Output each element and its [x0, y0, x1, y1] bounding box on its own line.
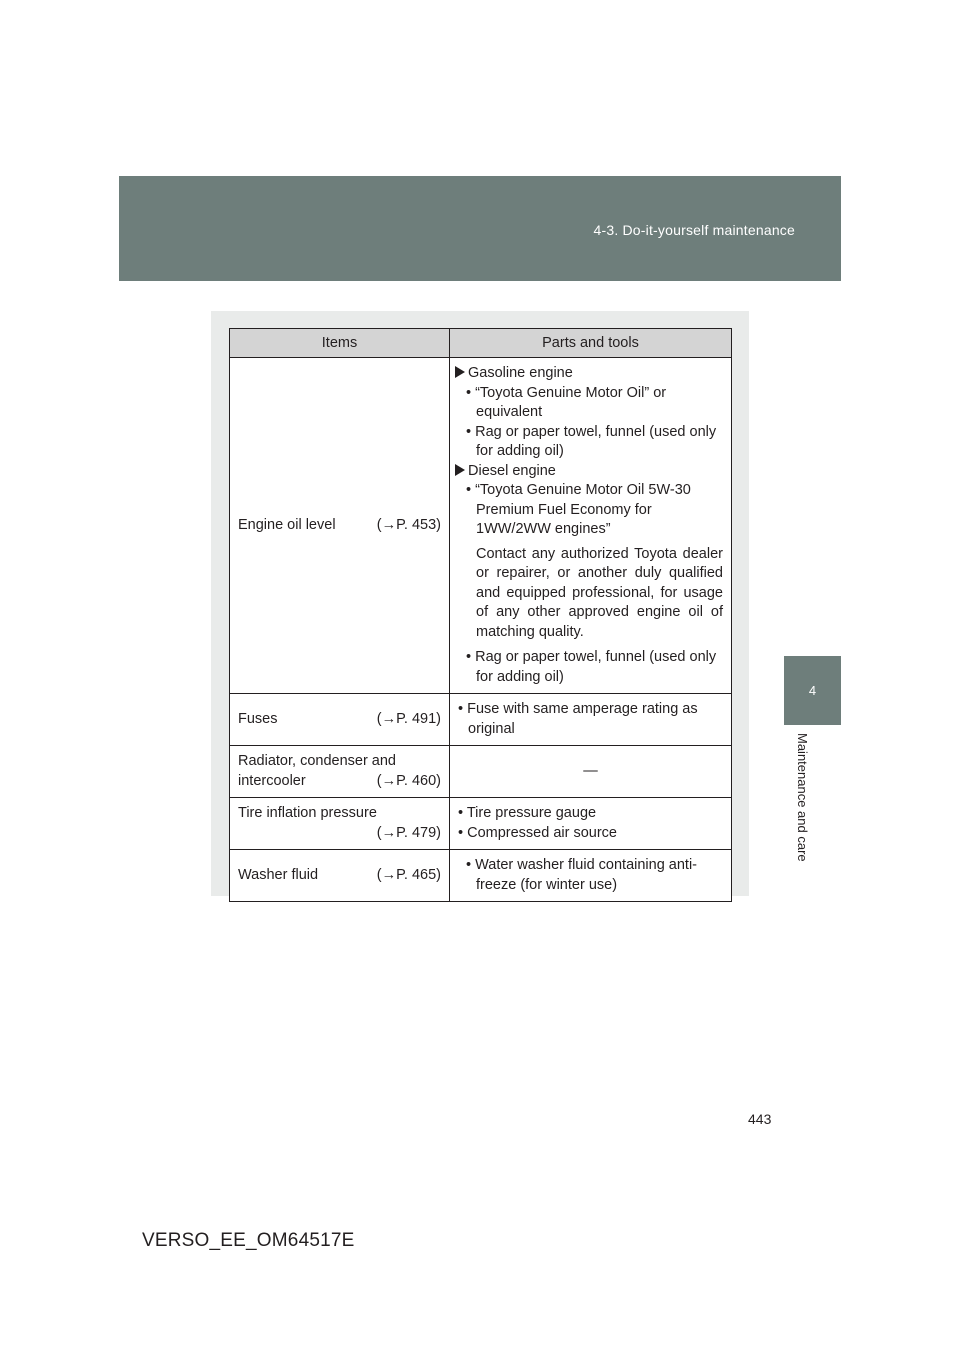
- tools-cell: [450, 850, 732, 902]
- item-name: intercooler: [238, 772, 306, 789]
- tool-bullet: • Tire pressure gauge: [458, 805, 597, 821]
- triangle-bullet-icon: [455, 366, 465, 378]
- page-reference: (→P. 453): [376, 516, 441, 533]
- item-name: Washer fluid: [238, 866, 319, 883]
- column-header-items: Items: [230, 329, 450, 358]
- table-row: [230, 746, 732, 798]
- item-cell: [230, 694, 450, 746]
- item-name: Engine oil level: [238, 516, 336, 533]
- chapter-tab: [784, 656, 841, 725]
- item-name: Tire inflation pressure: [238, 805, 377, 821]
- no-tools-dash: —: [583, 762, 598, 779]
- table-row: [230, 798, 732, 850]
- header-band: [119, 176, 841, 281]
- tool-bullet: • Water washer fluid containing anti-freeze (for winter use): [466, 857, 698, 893]
- page-reference: (→P. 479): [376, 824, 441, 841]
- tool-bullet: • Rag or paper towel, funnel (used only for adding oil): [466, 423, 717, 459]
- table-row: [230, 694, 732, 746]
- triangle-bullet-icon: [455, 464, 465, 476]
- tool-bullet: • Compressed air source: [458, 824, 617, 841]
- tools-cell: [450, 798, 732, 850]
- engine-type-label: Diesel engine: [468, 462, 556, 479]
- table-row: [230, 358, 732, 694]
- maintenance-table: [229, 328, 732, 902]
- column-header-parts: Parts and tools: [450, 329, 732, 358]
- table-row: [230, 850, 732, 902]
- tools-cell: [450, 694, 732, 746]
- page-number: 443: [748, 1111, 772, 1127]
- tools-cell: [450, 746, 732, 798]
- item-name: Radiator, condenser and: [238, 753, 396, 769]
- page-reference: (→P. 460): [376, 772, 441, 789]
- item-cell: [230, 798, 450, 850]
- maintenance-table-panel: [211, 311, 749, 896]
- item-cell: [230, 746, 450, 798]
- table-header-row: [230, 329, 732, 358]
- document-code: VERSO_EE_OM64517E: [142, 1230, 355, 1251]
- page-reference: (→P. 491): [376, 710, 441, 727]
- chapter-label: Maintenance and care: [795, 733, 810, 862]
- engine-type-label: Gasoline engine: [468, 365, 573, 381]
- tool-bullet: • Rag or paper towel, funnel (used only for adding oil): [466, 649, 717, 685]
- tool-bullet: • “Toyota Genuine Motor Oil” or equivalent: [466, 384, 667, 420]
- page-reference: (→P. 465): [376, 866, 441, 883]
- tools-cell: [450, 358, 732, 694]
- item-cell: [230, 850, 450, 902]
- chapter-number: 4: [808, 683, 817, 698]
- note-paragraph: Contact any authorized Toyota dealer or repairer, or another duly qualified and equipped professional, for usage of any other approved engine oil of matching quality.: [476, 545, 723, 640]
- tool-bullet: • Fuse with same amperage rating as original: [458, 701, 698, 737]
- section-title: 4-3. Do-it-yourself maintenance: [593, 222, 795, 238]
- tool-bullet: • “Toyota Genuine Motor Oil 5W-30 Premium Fuel Economy for 1WW/2WW engines”: [466, 482, 691, 537]
- item-name: Fuses: [238, 710, 278, 727]
- item-cell: [230, 358, 450, 694]
